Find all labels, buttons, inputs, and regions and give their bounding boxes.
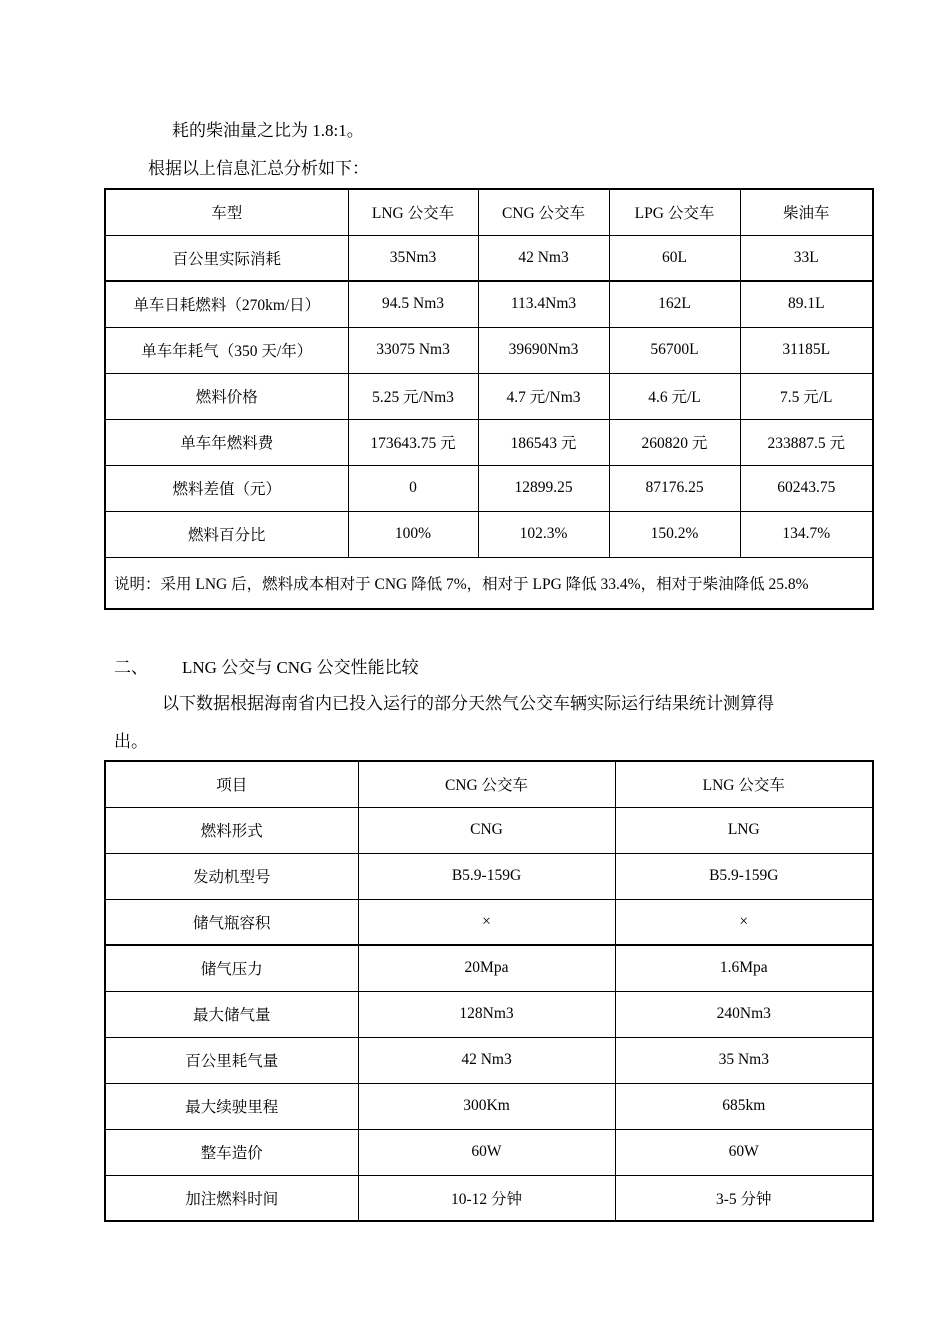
fuel-cost-table — [104, 188, 874, 610]
table-header-cell: CNG 公交车 — [358, 761, 615, 807]
table-header-cell: LNG 公交车 — [615, 761, 873, 807]
table-row — [105, 1083, 873, 1129]
section-number: 二、 — [114, 658, 148, 677]
table-cell: 300Km — [358, 1083, 615, 1129]
intro-line-2: 根据以上信息汇总分析如下： — [148, 159, 369, 178]
table-row — [105, 807, 873, 853]
table-row — [105, 1175, 873, 1221]
table-cell: 10-12 分钟 — [358, 1175, 615, 1221]
table-header-cell: LPG 公交车 — [609, 189, 740, 235]
table-row — [105, 465, 873, 511]
table-cell: 102.3% — [478, 511, 609, 557]
section-title: LNG 公交与 CNG 公交性能比较 — [182, 658, 419, 677]
table-row — [105, 1129, 873, 1175]
intro-line-1: 耗的柴油量之比为 1.8:1。 — [172, 121, 364, 140]
table-header-cell: CNG 公交车 — [478, 189, 609, 235]
table-cell: 685km — [615, 1083, 873, 1129]
table-row — [105, 235, 873, 281]
table-cell: 186543 元 — [478, 419, 609, 465]
table-cell: 31185L — [740, 327, 873, 373]
table-cell: × — [358, 899, 615, 945]
table-row — [105, 511, 873, 557]
row-label: 燃料百分比 — [105, 511, 348, 557]
row-label: 单车年燃料费 — [105, 419, 348, 465]
performance-table — [104, 760, 874, 1222]
row-label: 最大储气量 — [105, 991, 358, 1037]
table-cell: 7.5 元/L — [740, 373, 873, 419]
row-label: 燃料差值（元） — [105, 465, 348, 511]
table-cell: 12899.25 — [478, 465, 609, 511]
table-cell: B5.9-159G — [358, 853, 615, 899]
table-cell: 150.2% — [609, 511, 740, 557]
table-cell: 128Nm3 — [358, 991, 615, 1037]
row-label: 单车年耗气（350 天/年） — [105, 327, 348, 373]
table-cell: 42 Nm3 — [478, 235, 609, 281]
table-cell: 56700L — [609, 327, 740, 373]
table-row — [105, 373, 873, 419]
table-cell: 233887.5 元 — [740, 419, 873, 465]
table-cell: 35Nm3 — [348, 235, 478, 281]
table-cell: 33L — [740, 235, 873, 281]
table-cell: 3-5 分钟 — [615, 1175, 873, 1221]
table-cell: 89.1L — [740, 281, 873, 327]
table-cell: 4.6 元/L — [609, 373, 740, 419]
table-cell: 87176.25 — [609, 465, 740, 511]
row-label: 储气瓶容积 — [105, 899, 358, 945]
table-row — [105, 991, 873, 1037]
table-cell: 0 — [348, 465, 478, 511]
table-row — [105, 419, 873, 465]
table-row — [105, 281, 873, 327]
table-cell: B5.9-159G — [615, 853, 873, 899]
table-note-row — [105, 557, 873, 609]
table-note: 说明：采用 LNG 后，燃料成本相对于 CNG 降低 7%，相对于 LPG 降低 33.4%，相对于柴油降低 25.8% — [105, 557, 873, 609]
table-cell: 260820 元 — [609, 419, 740, 465]
section-desc-line-2: 出。 — [114, 732, 148, 751]
table-row — [105, 853, 873, 899]
table-row — [105, 1037, 873, 1083]
table-cell: 134.7% — [740, 511, 873, 557]
table-header-cell: 车型 — [105, 189, 348, 235]
table-cell: 1.6Mpa — [615, 945, 873, 991]
table-cell: 100% — [348, 511, 478, 557]
table-cell: LNG — [615, 807, 873, 853]
table-cell: 35 Nm3 — [615, 1037, 873, 1083]
table-cell: 39690Nm3 — [478, 327, 609, 373]
table-cell: 113.4Nm3 — [478, 281, 609, 327]
table-cell: 173643.75 元 — [348, 419, 478, 465]
row-label: 百公里实际消耗 — [105, 235, 348, 281]
row-label: 单车日耗燃料（270km/日） — [105, 281, 348, 327]
table-cell: 162L — [609, 281, 740, 327]
row-label: 储气压力 — [105, 945, 358, 991]
table-header-cell: 柴油车 — [740, 189, 873, 235]
table-header-cell: LNG 公交车 — [348, 189, 478, 235]
row-label: 加注燃料时间 — [105, 1175, 358, 1221]
table-cell: 20Mpa — [358, 945, 615, 991]
row-label: 燃料价格 — [105, 373, 348, 419]
table-cell: 33075 Nm3 — [348, 327, 478, 373]
table-cell: × — [615, 899, 873, 945]
row-label: 发动机型号 — [105, 853, 358, 899]
table-cell: 5.25 元/Nm3 — [348, 373, 478, 419]
table-header-cell: 项目 — [105, 761, 358, 807]
table-cell: 4.7 元/Nm3 — [478, 373, 609, 419]
table-cell: 60W — [358, 1129, 615, 1175]
row-label: 燃料形式 — [105, 807, 358, 853]
table-row — [105, 945, 873, 991]
table-cell: 94.5 Nm3 — [348, 281, 478, 327]
row-label: 百公里耗气量 — [105, 1037, 358, 1083]
row-label: 整车造价 — [105, 1129, 358, 1175]
table-header-row — [105, 761, 873, 807]
section-desc-line-1: 以下数据根据海南省内已投入运行的部分天然气公交车辆实际运行结果统计测算得 — [162, 694, 774, 713]
table-cell: CNG — [358, 807, 615, 853]
table-cell: 60W — [615, 1129, 873, 1175]
table-header-row — [105, 189, 873, 235]
table-cell: 60L — [609, 235, 740, 281]
table-row — [105, 327, 873, 373]
table-row — [105, 899, 873, 945]
table-cell: 60243.75 — [740, 465, 873, 511]
table-cell: 240Nm3 — [615, 991, 873, 1037]
table-cell: 42 Nm3 — [358, 1037, 615, 1083]
row-label: 最大续驶里程 — [105, 1083, 358, 1129]
